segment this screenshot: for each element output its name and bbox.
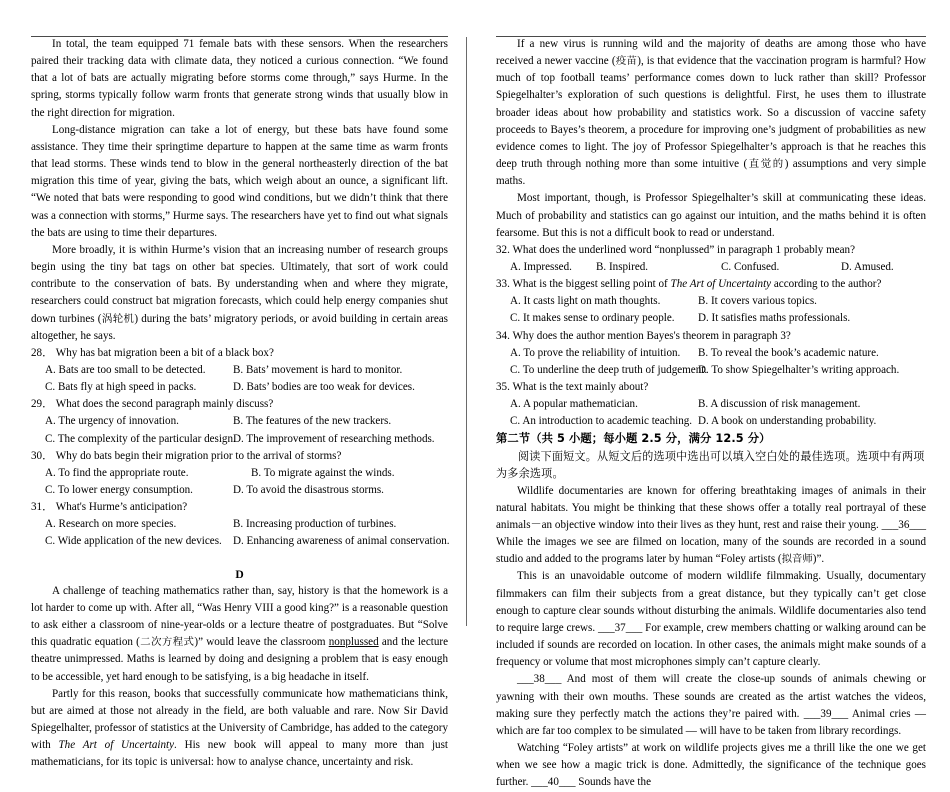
cloze-paragraph-3-text-a: And most of them will create the close-up sounds of animals chewing or yawning with their own mouths. These sounds are created as the artist watches the videos, making sure they perfectly match the actions they’re paired with. [496, 673, 926, 720]
question-35-number: 35. [496, 381, 510, 394]
question-33-options-row-2 [496, 310, 926, 327]
passage-d-paragraph-2 [31, 686, 448, 772]
cloze-paragraph-2 [496, 568, 926, 671]
question-28-options-row-1 [31, 362, 448, 379]
section-two-instruction: 阅读下面短文。从短文后的选项中选出可以填入空白处的最佳选项。选项中有两项为多余选项。 [496, 449, 925, 481]
question-29-options-row-1 [31, 413, 448, 430]
cloze-chinese-gloss-foley: 拟音师 [781, 553, 813, 566]
cloze-paragraph-2-text-b: For example, crew members chatting or walking around can be included if sounds are recorded on location. In other cases, the animals might make sounds of a frequency or volume that most microphones simply can’t capture clearly. [496, 621, 926, 669]
question-28-stem-text: Why has bat migration been a bit of a black box? [55, 346, 274, 359]
question-30-option-a[interactable]: A. To find the appropriate route. [45, 466, 189, 479]
question-34-options-row-1 [496, 345, 926, 362]
question-33-book-title: The Art of Uncertainty [670, 278, 772, 291]
question-34-stem [496, 328, 926, 345]
cloze-blank-37[interactable]: ___37___ [597, 621, 643, 634]
question-35-option-a[interactable]: A. A popular mathematician. [510, 398, 638, 411]
question-29-stem [31, 396, 448, 413]
cloze-paragraph-4-text-b: Sounds have the [575, 776, 651, 789]
cloze-paragraph-1 [496, 483, 926, 569]
question-31-options-row-1 [31, 516, 448, 533]
question-34-option-b[interactable]: B. To reveal the book’s academic nature. [698, 346, 879, 359]
passage-d-paragraph-1-text-a: A challenge of teaching mathematics rather than, say, history is that the homework is a lot harder to come up with. After all, “Was Henry VIII a good king?” is a reasonable question to ask either a classroom of nine-year-olds or a lecture theatre of postgraduates. But “Solve this quadratic equation ( [31, 584, 448, 649]
right-column-top-rule [496, 36, 926, 37]
question-35-options-row-2 [496, 413, 926, 430]
cloze-blank-38[interactable]: ___38___ [517, 673, 562, 686]
question-30-options-row-2 [31, 482, 448, 499]
question-32-stem [496, 242, 926, 259]
question-34-option-c[interactable]: C. To underline the deep truth of judgement. [510, 363, 708, 376]
question-30-stem-text: Why do bats begin their migration prior to the arrival of storms? [55, 449, 342, 462]
cloze-paragraph-4 [496, 740, 926, 791]
passage-d-paragraph-4 [496, 190, 926, 241]
question-31-option-a[interactable]: A. Research on more species. [45, 518, 177, 531]
passage-c-paragraph-3 [31, 242, 448, 345]
passage-d-paragraph-4-text: Most important, though, is Professor Spiegelhalter’s skill at communicating these ideas. Much of probability and statistics can go against our intuition, and the maths behind it is often fearsome. But this is not a difficult book to read or understand. [496, 192, 926, 239]
question-31-option-d[interactable]: D. Enhancing awareness of animal conservation. [233, 535, 450, 548]
question-34-option-d[interactable]: D. To show Spiegelhalter’s writing approach. [698, 363, 900, 376]
question-33-option-a[interactable]: A. It casts light on math thoughts. [510, 295, 661, 308]
question-28-option-c[interactable]: C. Bats fly at high speed in packs. [45, 381, 197, 394]
passage-c-paragraph-1-text: In total, the team equipped 71 female bats with these sensors. When the researchers paired their tracking data with climate data, they noticed a curious connection. “We found that a lot of bats are actually migrating before storms come through,” says Hurme. In the spring, storms typically follow warm fronts that generate strong winds that usually blow in the right direction for migration. [31, 38, 448, 119]
passage-d-paragraph-2-text-a: Partly for this reason, books that successfully communicate how mathematicians think, but are aimed at those not already in the field, are both valuable and rare. Now Sir David Spiegelhalter, professor of statistics at the University of Cambridge, has added to the category with [31, 687, 448, 752]
passage-d-paragraph-2-text-b: . His new book will appeal to many more than just mathematicians, for its topic is universal: how to analyse chance, uncertainty and risk. [31, 739, 448, 769]
question-29-option-a[interactable]: A. The urgency of innovation. [45, 415, 179, 428]
passage-d-paragraph-1-text-c: and the lecture theatre unimpressed. Maths is learned by doing and designing a problem that is easy enough to be accessible, yet hard enough to be satisfying, is a big headache in itself. [31, 636, 449, 683]
question-35-option-d[interactable]: D. A book on understanding probability. [698, 415, 877, 428]
question-30-option-b[interactable]: B. To migrate against the winds. [251, 466, 395, 479]
passage-d-chinese-gloss-quadratic: 二次方程式 [139, 636, 195, 649]
cloze-paragraph-1-text-c: )”. [812, 553, 825, 566]
question-31-stem-text: What's Hurme’s anticipation? [55, 501, 188, 514]
question-33-options-row-1 [496, 293, 926, 310]
question-33-stem [496, 276, 926, 293]
question-33-number: 33. [496, 278, 510, 291]
question-29-options-row-2 [31, 431, 448, 448]
passage-d-chinese-gloss-vaccine: 疫苗 [615, 55, 638, 68]
question-35-stem [496, 379, 926, 396]
question-28-number: 28． [31, 346, 54, 359]
cloze-blank-40[interactable]: ___40___ [531, 776, 576, 789]
passage-d-paragraph-1-text-b: )” would leave the classroom [194, 636, 329, 649]
question-31-option-c[interactable]: C. Wide application of the new devices. [45, 535, 222, 548]
cloze-paragraph-2-text-a: This is an unavoidable outcome of modern wildlife filmmaking. Usually, documentary filmmakers can film their subjects from a great distance, but they typically can’t get close enough to capture clear sounds without disturbing the animals. Wildlife documentaries also tend to require large crews. [496, 570, 926, 634]
question-32-option-d[interactable]: D. Amused. [841, 261, 894, 274]
question-32-option-c[interactable]: C. Confused. [721, 261, 780, 274]
question-28-stem [31, 345, 448, 362]
passage-d-section-letter: D [235, 567, 244, 581]
question-28-option-d[interactable]: D. Bats’ bodies are too weak for devices. [233, 381, 415, 394]
passage-d-chinese-gloss-intuitive: 直觉的 [747, 158, 785, 171]
question-32-option-a[interactable]: A. Impressed. [510, 261, 572, 274]
question-29-stem-text: What does the second paragraph mainly discuss? [55, 398, 274, 411]
passage-d-paragraph-3-text-a: If a new virus is running wild and the majority of deaths are among those who have received a newer vaccine ( [496, 38, 926, 68]
question-32-stem-text: What does the underlined word “nonplussed” in paragraph 1 probably mean? [512, 243, 856, 256]
cloze-blank-39[interactable]: ___39___ [803, 707, 849, 720]
question-28-options-row-2 [31, 379, 448, 396]
question-34-options-row-2 [496, 362, 926, 379]
question-29-option-c[interactable]: C. The complexity of the particular design. [45, 432, 236, 445]
passage-d-book-title: The Art of Uncertainty [58, 739, 175, 752]
question-28-option-b[interactable]: B. Bats’ movement is hard to monitor. [233, 363, 403, 376]
question-34-number: 34. [496, 329, 510, 342]
passage-c-chinese-gloss-turbine: 涡轮机 [101, 312, 135, 325]
passage-c-paragraph-3-text-b: ) during the bats’ migratory periods, or avoid building in certain areas altogether, he says. [31, 312, 448, 342]
question-33-stem-text-b: according to the author? [771, 278, 882, 291]
question-35-options-row-1 [496, 396, 926, 413]
question-33-option-c[interactable]: C. It makes sense to ordinary people. [510, 312, 675, 325]
cloze-blank-36[interactable]: ___36___ [881, 519, 926, 532]
question-32-number: 32. [496, 243, 510, 256]
question-30-stem [31, 448, 448, 465]
passage-d-paragraph-3 [496, 36, 926, 190]
left-column [0, 0, 472, 769]
question-29-option-b[interactable]: B. The features of the new trackers. [233, 415, 392, 428]
passage-c-paragraph-3-text-a: More broadly, it is within Hurme’s vision that an increasing number of research groups begin using the tiny bat tags on other bat species. Ultimately, that sort of work could contribute to the conservation of bats. By understanding when and where they migrate, researchers could construct bat migration forecasts, which could help energy companies shut down turbines ( [31, 243, 448, 325]
passage-c-paragraph-2-text: Long-distance migration can take a lot of energy, but these bats have found some assistance. They time their springtime departure to happen at the same time as warm fronts that lead storms. These winds tend to blow in the general northeasterly direction of the bat migration this time of year, giving the bats, which weigh about an ounce, a significant lift. “We noted that bats were responding to good wind conditions, but we didn’t think that there was a connection with storms,” Hurme says. The researchers have yet to find out what signals the bats are using to time their departures. [31, 123, 448, 239]
passage-d-paragraph-1 [31, 583, 448, 686]
question-30-option-c[interactable]: C. To lower energy consumption. [45, 483, 193, 496]
question-30-options-row-1 [31, 465, 448, 482]
question-33-stem-text-a: What is the biggest selling point of [512, 278, 671, 291]
left-column-top-rule [31, 36, 448, 37]
question-33-option-b[interactable]: B. It covers various topics. [698, 295, 817, 308]
passage-d-paragraph-3-text-b: ), is that evidence that the vaccination program is harmful? How much of top football teams’ performance comes down to luck rather than skill? Professor Spiegelhalter’s exploration of such questions is delightful. First, he uses them to illustrate broader ideas about how probability and statistics work. So a discussion of vaccine safety proceeds to Bayes’s theorem, a procedure for improving one’s judgment of probabilities as new evidence comes to light. The joy of Professor Spiegelhalter’s approach is that he reaches this deep truth through nothing more than some intuitive ( [496, 55, 926, 171]
question-30-number: 30． [31, 449, 54, 462]
cloze-paragraph-3 [496, 671, 926, 740]
cloze-paragraph-1-text-a: Wildlife documentaries are known for offering breathtaking images of animals in their natural habitats. You might be thinking that these shows offer a totally real portrayal of these animals－an objective window into their lives as they hunt, rest and raise their young. [496, 484, 926, 532]
question-34-stem-text: Why does the author mention Bayes's theorem in paragraph 3? [512, 329, 791, 342]
question-35-option-c[interactable]: C. An introduction to academic teaching. [510, 415, 693, 428]
question-31-stem [31, 499, 448, 516]
question-29-option-d[interactable]: D. The improvement of researching methods. [233, 432, 435, 445]
question-32-options-row [496, 259, 926, 276]
question-31-option-b[interactable]: B. Increasing production of turbines. [233, 518, 397, 531]
question-35-stem-text: What is the text mainly about? [512, 381, 649, 394]
cloze-paragraph-1-text-b: While the images we see are filmed on location, many of the sounds are recorded in a sound studio and added to the programs later by human “Foley artists ( [496, 536, 926, 566]
question-28-option-a[interactable]: A. Bats are too small to be detected. [45, 363, 206, 376]
question-34-option-a[interactable]: A. To prove the reliability of intuition. [510, 346, 681, 359]
question-30-option-d[interactable]: D. To avoid the disastrous storms. [233, 483, 384, 496]
section-two-heading: 第二节（共 5 小题；每小题 2.5 分，满分 12.5 分） [496, 432, 771, 446]
cloze-paragraph-3-text-b: Animal cries — which are far too complex to be simulated — will have to be taken from library recordings. [496, 707, 926, 737]
question-35-option-b[interactable]: B. A discussion of risk management. [698, 398, 861, 411]
passage-c-paragraph-2 [31, 122, 448, 242]
right-column [472, 0, 950, 789]
question-31-options-row-2 [31, 533, 448, 550]
cloze-paragraph-4-text-a: Watching “Foley artists” at work on wildlife projects gives me a thrill like the one we get when we see how a magic trick is done. Admittedly, the significance of the technique goes further. [496, 742, 926, 789]
passage-c-paragraph-1 [31, 36, 448, 122]
passage-d-underlined-word: nonplussed [328, 636, 379, 649]
passage-d-paragraph-3-text-c: ) assumptions and very simple maths. [496, 158, 926, 188]
question-29-number: 29． [31, 398, 54, 411]
question-33-option-d[interactable]: D. It satisfies maths professionals. [698, 312, 851, 325]
question-31-number: 31． [31, 501, 54, 514]
question-32-option-b[interactable]: B. Inspired. [596, 261, 649, 274]
